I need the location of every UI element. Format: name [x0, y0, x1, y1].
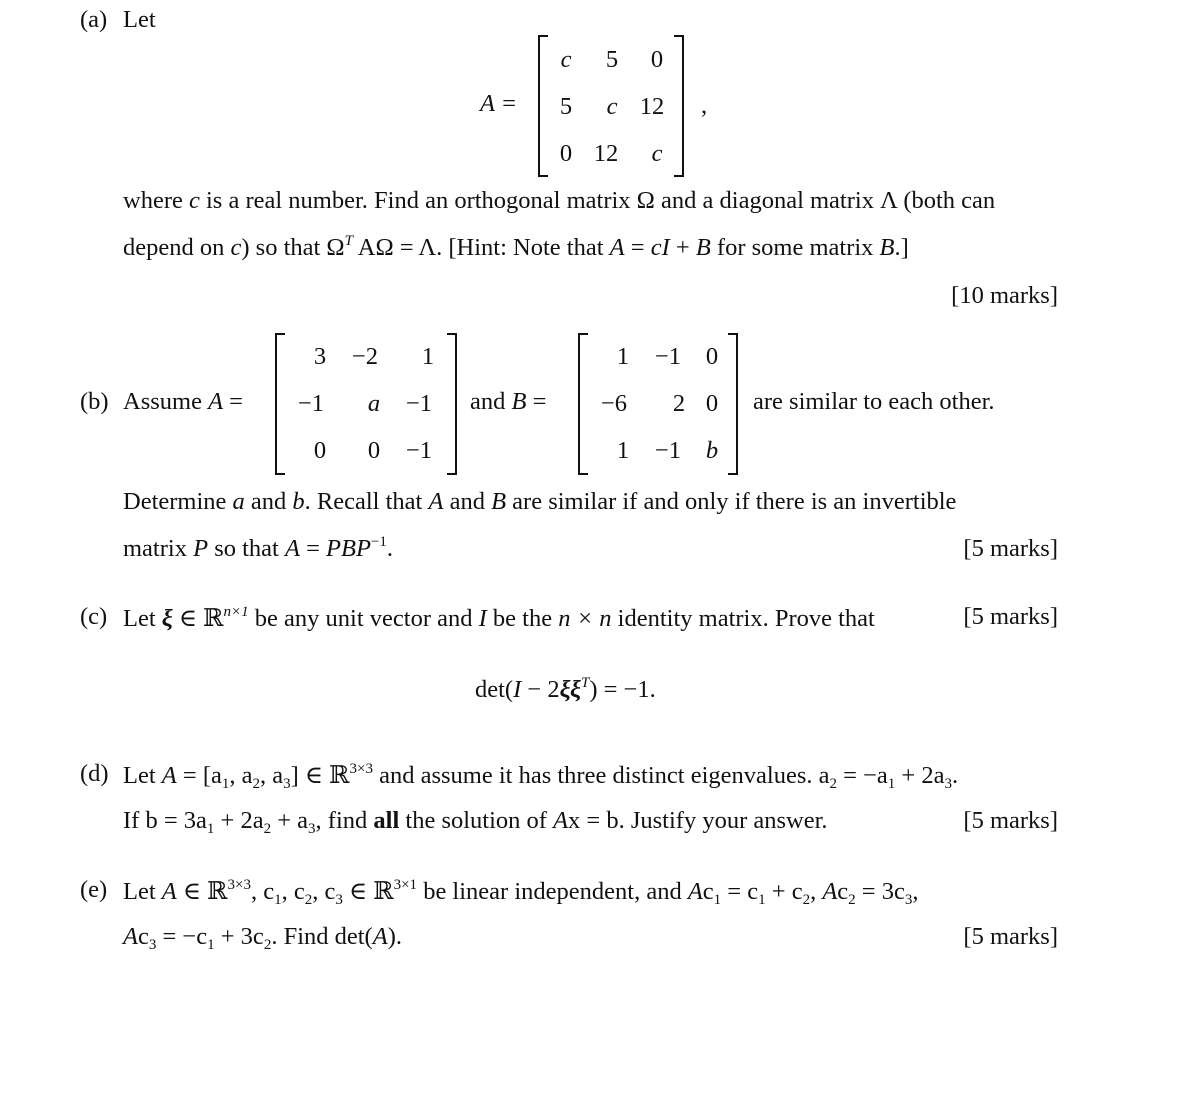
var: A — [372, 923, 388, 950]
text: ∈ ℝ — [342, 878, 394, 905]
matrix-cell: −1 — [405, 390, 433, 417]
text: be the — [486, 605, 559, 632]
var: B — [879, 234, 895, 261]
subscript: 2 — [263, 937, 272, 953]
subscript: 1 — [713, 892, 722, 908]
part-a-marks: [10 marks] — [951, 282, 1058, 309]
text: − 2 — [521, 676, 560, 703]
var: A — [284, 535, 300, 562]
text: ) so that Ω — [241, 234, 345, 261]
var: cI — [650, 234, 670, 261]
part-d-label: (d) — [80, 760, 109, 787]
text: If b = 3a — [123, 807, 207, 834]
text: and — [470, 388, 512, 415]
part-a-label: (a) — [80, 6, 108, 33]
text: , c — [281, 878, 305, 905]
part-c-label: (c) — [80, 603, 108, 630]
text: ∈ ℝ — [172, 605, 224, 632]
var: B — [511, 388, 527, 415]
matrix-cell: c — [651, 140, 663, 167]
text: x = b. Justify your answer. — [568, 807, 828, 834]
matrix-cell: −1 — [297, 390, 325, 417]
matrix-cell: −1 — [654, 343, 682, 370]
subscript: 2 — [263, 821, 272, 837]
part-e-marks: [5 marks] — [963, 923, 1058, 950]
part-e-label: (e) — [80, 876, 108, 903]
text: Let — [123, 762, 162, 789]
text: and assume it has three distinct eigenvalues. a — [372, 762, 830, 789]
matrix-cell: 0 — [313, 437, 327, 464]
matrix-cell: c — [560, 46, 572, 73]
text: = — [526, 388, 547, 415]
part-a-line-1 — [123, 187, 995, 215]
var-xi: ξ — [161, 605, 173, 632]
superscript: T — [581, 675, 590, 691]
text: + c — [765, 878, 803, 905]
var: A — [208, 388, 224, 415]
var: P — [193, 535, 209, 562]
part-e-line-2 — [123, 923, 402, 951]
matrix-bracket-right — [447, 333, 457, 475]
var: A — [428, 488, 444, 515]
matrix-cell: 12 — [639, 93, 665, 120]
matrix-cell: −2 — [351, 343, 379, 370]
subscript: 2 — [848, 892, 856, 908]
var: A — [161, 762, 177, 789]
matrix-bracket-right — [728, 333, 738, 475]
superscript: 3×3 — [349, 761, 373, 777]
matrix-a-comma: , — [701, 92, 708, 119]
text: . Recall that — [304, 488, 429, 515]
part-b-line-2 — [123, 535, 393, 563]
subscript: 1 — [274, 892, 282, 908]
text: be any unit vector and — [248, 605, 479, 632]
var: PBP — [326, 535, 371, 562]
text: , c — [250, 878, 275, 905]
part-c-line-1 — [123, 603, 875, 633]
var: I — [513, 676, 522, 703]
text: + 2a — [895, 762, 945, 789]
text: det( — [475, 676, 514, 703]
text: + a — [271, 807, 309, 834]
text: identity matrix. Prove that — [611, 605, 875, 632]
part-a-intro: Let — [123, 6, 156, 33]
part-b-tail: are similar to each other. — [753, 388, 995, 415]
subscript: 3 — [944, 776, 952, 792]
text: . Find det( — [271, 923, 373, 950]
matrix-cell: 0 — [367, 437, 381, 464]
text: matrix — [123, 535, 194, 562]
matrix-bracket-left — [578, 333, 588, 475]
var: A — [609, 234, 625, 261]
text: , — [810, 878, 823, 905]
var: A — [822, 878, 838, 905]
subscript: 1 — [207, 937, 215, 953]
part-c-marks: [5 marks] — [963, 603, 1058, 630]
part-c-equation — [475, 676, 656, 704]
part-b-and — [470, 388, 546, 416]
subscript: 1 — [221, 776, 230, 792]
text: + 3c — [214, 923, 264, 950]
text: = −c — [156, 923, 208, 950]
text: , c — [312, 878, 336, 905]
subscript: 2 — [252, 776, 260, 792]
matrix-cell: 0 — [559, 140, 573, 167]
matrix-cell: 1 — [616, 343, 630, 370]
text: = 3c — [855, 878, 905, 905]
subscript: 2 — [802, 892, 811, 908]
matrix-bracket-right — [674, 35, 684, 177]
var: n × n — [558, 605, 612, 632]
text: where — [123, 187, 189, 214]
text: ] ∈ ℝ — [290, 762, 350, 789]
subscript: 2 — [829, 776, 838, 792]
matrix-cell: 0 — [650, 46, 664, 73]
subscript: 3 — [148, 937, 157, 953]
text: = c — [721, 878, 759, 905]
var: B — [695, 234, 711, 261]
part-a-line-2 — [123, 234, 909, 262]
part-d-line-2 — [123, 807, 828, 835]
subscript: 2 — [304, 892, 313, 908]
text: be linear independent, and — [417, 878, 688, 905]
text: are similar if and only if there is an invertible — [506, 488, 957, 515]
matrix-cell: 1 — [616, 437, 630, 464]
matrix-cell: −1 — [654, 437, 682, 464]
var: I — [478, 605, 487, 632]
var-c: c — [230, 234, 242, 261]
text: depend on — [123, 234, 231, 261]
superscript: 3×3 — [227, 877, 251, 893]
var: A — [553, 807, 569, 834]
text: Let — [123, 605, 162, 632]
text: c — [702, 878, 714, 905]
text: ) = −1. — [589, 676, 656, 703]
text: for some matrix — [710, 234, 880, 261]
text: = [a — [176, 762, 222, 789]
text: Let — [123, 878, 162, 905]
subscript: 3 — [308, 821, 316, 837]
var: a — [232, 488, 245, 515]
superscript: 3×1 — [393, 877, 418, 893]
matrix-a-lhs: A = — [480, 90, 518, 117]
text: ). — [387, 923, 402, 950]
superscript: −1 — [370, 534, 387, 550]
text: . — [386, 535, 394, 562]
var-c: c — [188, 187, 200, 214]
text: and — [443, 488, 492, 515]
text: , a — [259, 762, 284, 789]
text: = — [299, 535, 327, 562]
text: , a — [229, 762, 253, 789]
matrix-cell: 12 — [593, 140, 619, 167]
part-b-label: (b) — [80, 388, 109, 415]
part-b-marks: [5 marks] — [963, 535, 1058, 562]
matrix-cell: 0 — [705, 390, 719, 417]
subscript: 3 — [283, 776, 291, 792]
text: + — [669, 234, 696, 261]
text: = −a — [837, 762, 888, 789]
matrix-cell: 0 — [705, 343, 719, 370]
text: ∈ ℝ — [176, 878, 228, 905]
text: , find — [315, 807, 374, 834]
text: the solution of — [399, 807, 554, 834]
var: A — [123, 923, 138, 950]
matrix-cell: c — [606, 93, 618, 120]
text: . — [951, 762, 959, 789]
var-xi: ξξ — [559, 676, 581, 703]
text: Determine — [123, 488, 233, 515]
superscript: n×1 — [223, 604, 249, 620]
matrix-cell: 3 — [313, 343, 327, 370]
superscript: T — [344, 233, 353, 249]
text: = — [624, 234, 651, 261]
part-b-assume — [123, 388, 243, 416]
matrix-bracket-left — [275, 333, 285, 475]
matrix-cell: −1 — [405, 437, 433, 464]
text: c — [137, 923, 149, 950]
text: is a real number. Find an orthogonal matrix Ω and a diagonal matrix Λ (both can — [199, 187, 996, 214]
part-b-line-1 — [123, 488, 956, 516]
var: B — [491, 488, 507, 515]
text: .] — [894, 234, 909, 261]
var: A — [687, 878, 703, 905]
var: A — [161, 878, 177, 905]
subscript: 3 — [335, 892, 343, 908]
text: Assume — [123, 388, 209, 415]
text: AΩ = Λ. [Hint: Note that — [352, 234, 610, 261]
emphasis-all: all — [373, 807, 400, 834]
matrix-cell: −6 — [600, 390, 628, 417]
matrix-cell: 5 — [559, 93, 573, 120]
subscript: 3 — [904, 892, 913, 908]
matrix-cell: b — [705, 437, 719, 464]
subscript: 1 — [758, 892, 766, 908]
matrix-cell: 2 — [672, 390, 686, 417]
part-e-line-1 — [123, 876, 919, 906]
matrix-cell: 5 — [605, 46, 619, 73]
text: c — [837, 878, 849, 905]
text: = — [223, 388, 243, 415]
var: b — [292, 488, 305, 515]
subscript: 1 — [887, 776, 896, 792]
matrix-cell: a — [367, 390, 381, 417]
text: and — [244, 488, 293, 515]
part-d-marks: [5 marks] — [963, 807, 1058, 834]
matrix-cell: 1 — [421, 343, 435, 370]
text: + 2a — [214, 807, 264, 834]
matrix-bracket-left — [538, 35, 548, 177]
text: so that — [208, 535, 285, 562]
subscript: 1 — [206, 821, 215, 837]
part-d-line-1 — [123, 760, 958, 790]
text: , — [912, 878, 919, 905]
